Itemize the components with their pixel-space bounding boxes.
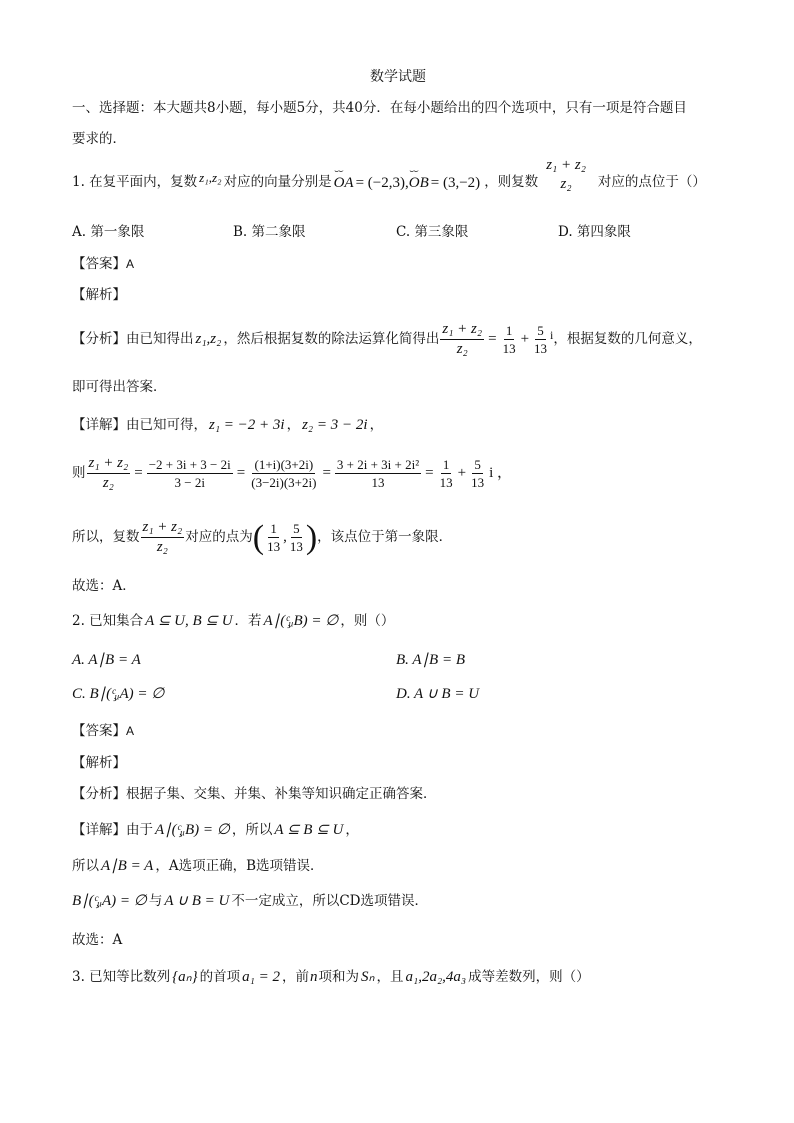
q1-calc-c-num: (1+i)(3+2i) bbox=[254, 457, 314, 472]
q2-line3-math2: A ∪ B = U bbox=[164, 893, 230, 909]
q1-fenxi-f2-num: 5 bbox=[537, 323, 544, 338]
q2-analysis-tag: 【解析】 bbox=[72, 755, 126, 771]
q1-fenxi-line2: 即可得出答案． bbox=[72, 379, 167, 395]
q1-vector-ob-value: = (3,−2) bbox=[430, 174, 481, 191]
q2-detail-math1: A∣(ᶜ̧ᵤB) = ∅ bbox=[155, 822, 230, 838]
q1-calc-e2-num: 5 bbox=[474, 457, 481, 472]
q2-line3-math1: B∣(ᶜ̧ᵤA) = ∅ bbox=[72, 893, 147, 909]
q2-detail-text2: ，所以 bbox=[231, 821, 273, 838]
section-heading-line2: 要求的． bbox=[72, 131, 126, 147]
q3-stem4: 项和为 bbox=[318, 968, 359, 985]
q1-stem-then: ，则复数 bbox=[484, 174, 539, 191]
q1-calc-b bbox=[147, 458, 233, 489]
q3-stem1: 3. 已知等比数列 bbox=[72, 968, 171, 985]
q2-line3-text2: 不一定成立，所以CD选项错误． bbox=[231, 892, 428, 909]
q1-calc-a-den: z₂ bbox=[102, 475, 114, 491]
q3-stem3: ，前 bbox=[282, 968, 309, 985]
q2-detail-math2: A ⊆ B ⊆ U bbox=[274, 822, 344, 838]
q2-line3 bbox=[72, 894, 428, 909]
q2-line2 bbox=[72, 859, 324, 874]
q3-stem bbox=[72, 970, 590, 985]
q3-stem6: 成等差数列，则（） bbox=[468, 968, 590, 985]
q2-detail bbox=[72, 823, 359, 838]
q1-calc-d-den: 13 bbox=[371, 475, 385, 490]
page-title: 数学试题 bbox=[370, 69, 426, 85]
q1-vector-ob: ⌣⌣ OB bbox=[409, 176, 429, 191]
q1-fenxi-text3: ，根据复数的几何意义， bbox=[553, 330, 702, 347]
q2-choose: 故选：A bbox=[72, 932, 123, 948]
q1-calc-e1-num: 1 bbox=[442, 457, 450, 472]
q1-calc-d-num: 3 + 2i + 3i + 2i² bbox=[336, 457, 420, 472]
q1-calc-eq1: = bbox=[134, 465, 143, 481]
q1-calc-e2 bbox=[469, 458, 486, 489]
q2-option-d: D. A ∪ B = U bbox=[396, 686, 480, 702]
q1-fenxi-i: i bbox=[550, 327, 554, 342]
q1-calc-plus: + bbox=[457, 465, 467, 481]
q1-calc-e1 bbox=[438, 458, 455, 489]
q1-calc bbox=[72, 456, 512, 491]
q1-fenxi-plus: + bbox=[520, 331, 530, 347]
q1-calc-e1-den: 13 bbox=[439, 475, 453, 490]
q2-line2-math: A∣B = A bbox=[101, 858, 154, 874]
q2-fenxi-text: 根据子集、交集、并集、补集等知识确定正确答案． bbox=[126, 786, 437, 802]
q1-so-rparen: ) bbox=[305, 518, 318, 556]
q1-so-text2: 对应的点为 bbox=[185, 528, 253, 545]
q1-so-p1-num: 1 bbox=[270, 521, 277, 536]
q2-option-a: A. A∣B = A bbox=[72, 652, 141, 668]
q2-fenxi-tag: 【分析】 bbox=[72, 786, 126, 802]
q1-fenxi-num: z₁ + z₂ bbox=[440, 322, 484, 340]
q2-option-b: B. A∣B = B bbox=[396, 652, 466, 668]
q1-analysis-tag: 【解析】 bbox=[72, 287, 126, 303]
q1-calc-then: 则 bbox=[72, 464, 86, 481]
q1-fenxi-den: z₂ bbox=[456, 341, 468, 357]
q1-calc-end: i ， bbox=[489, 465, 512, 481]
q1-calc-eq2: = bbox=[236, 465, 246, 481]
q1-so-p2 bbox=[288, 522, 305, 553]
q2-stem3: ，则（） bbox=[340, 612, 395, 629]
q1-fraction-num: z₁ + z₂ bbox=[546, 157, 586, 173]
q2-option-c: C. B∣(ᶜ̧ᵤA) = ∅ bbox=[72, 686, 165, 702]
q1-so-frac bbox=[141, 520, 185, 555]
q1-calc-b-den: 3 − 2i bbox=[174, 475, 205, 490]
q1-calc-c-den: (3−2i)(3+2i) bbox=[251, 475, 317, 490]
q1-answer-tag: 【答案】 bbox=[72, 256, 126, 272]
q3-stem2: 的首项 bbox=[199, 968, 241, 985]
q1-so bbox=[72, 520, 452, 555]
q1-fenxi-z: z₁,z₂ bbox=[195, 331, 222, 347]
q1-detail-z2: z₂ = 3 − 2i bbox=[302, 417, 368, 433]
q1-so-comma: , bbox=[283, 529, 287, 545]
q3-sn: Sₙ bbox=[361, 969, 375, 985]
q2-detail-tag: 【详解】 bbox=[72, 821, 126, 838]
q1-so-text1: 所以，复数 bbox=[72, 528, 140, 545]
q3-n: n bbox=[310, 969, 318, 985]
q1-fenxi-fraction bbox=[440, 322, 484, 357]
q1-option-c: C. 第三象限 bbox=[396, 224, 469, 240]
q2-stem-math1: A ⊆ U, B ⊆ U bbox=[145, 613, 233, 629]
q1-calc-b-num: −2 + 3i + 3 − 2i bbox=[148, 457, 231, 472]
q2-line3-text1: 与 bbox=[148, 892, 163, 909]
q1-fenxi-tag: 【分析】 bbox=[72, 330, 126, 347]
q3-stem5: ，且 bbox=[376, 968, 404, 985]
q2-stem-math2: A∣(ᶜ̧ᵤB) = ∅ bbox=[263, 613, 339, 629]
q1-so-p2-den: 13 bbox=[289, 539, 303, 554]
q1-z12: z₁,z₂ bbox=[199, 169, 222, 185]
q1-detail-sep: ， bbox=[286, 416, 301, 433]
q1-fenxi-text1: 由已知得出 bbox=[126, 330, 194, 347]
q3-terms: a₁,2a₂,4a₃ bbox=[405, 969, 467, 985]
q1-choose: 故选：A． bbox=[72, 578, 136, 594]
q3-seq: {aₙ} bbox=[172, 969, 198, 985]
q1-detail-z1: z₁ = −2 + 3i bbox=[209, 417, 285, 433]
q2-answer-value: A bbox=[126, 724, 135, 738]
q1-detail-text: 由已知可得， bbox=[126, 416, 207, 433]
q1-fraction-den: z₂ bbox=[560, 176, 572, 192]
q1-vector-oa-value: = (−2,3), bbox=[355, 174, 409, 191]
q1-detail-tag: 【详解】 bbox=[72, 416, 126, 433]
q1-fenxi bbox=[72, 322, 702, 357]
q1-stem bbox=[72, 157, 706, 200]
q1-fraction bbox=[544, 158, 588, 192]
q1-fenxi-f1-den: 13 bbox=[502, 341, 516, 356]
q1-so-p2-num: 5 bbox=[293, 521, 300, 536]
q1-answer bbox=[72, 258, 134, 272]
q1-so-num: z₁ + z₂ bbox=[141, 520, 185, 538]
q1-fenxi-eq: = bbox=[488, 331, 497, 347]
q1-calc-c bbox=[249, 458, 318, 489]
q2-stem bbox=[72, 614, 394, 629]
q1-answer-value: A bbox=[126, 257, 135, 271]
section-heading-line1: 一、选择题：本大题共8小题，每小题5分，共40分．在每小题给出的四个选项中，只有一项是符合题目 bbox=[72, 100, 687, 116]
q2-detail-text3: ， bbox=[345, 821, 359, 838]
q1-so-lparen: ( bbox=[252, 518, 265, 556]
q1-fenxi-f1 bbox=[501, 324, 518, 355]
q1-so-p1-den: 13 bbox=[267, 539, 281, 554]
q1-option-a: A. 第一象限 bbox=[72, 224, 145, 240]
q1-so-text3: ，该点位于第一象限． bbox=[317, 528, 453, 545]
q2-stem2: ．若 bbox=[234, 612, 262, 629]
q1-stem-num: 1. 在复平面内，复数 bbox=[72, 174, 198, 191]
q1-fenxi-text2: ，然后根据复数的除法运算化简得出 bbox=[223, 330, 440, 347]
q3-a1: a₁ = 2 bbox=[242, 969, 280, 985]
q1-calc-a bbox=[87, 456, 131, 491]
q1-option-b: B. 第二象限 bbox=[233, 224, 306, 240]
q1-detail bbox=[72, 418, 383, 433]
q1-calc-eq4: = bbox=[425, 465, 434, 481]
q2-line2-text1: 所以 bbox=[72, 857, 99, 874]
q1-vector-oa: ⌣⌣ OA bbox=[334, 176, 354, 191]
q1-fenxi-f1-num: 1 bbox=[505, 323, 513, 338]
q1-calc-eq3: = bbox=[322, 465, 331, 481]
q2-answer-tag: 【答案】 bbox=[72, 723, 126, 739]
q1-stem-tail: 对应的点位于（） bbox=[597, 174, 706, 191]
q2-detail-text1: 由于 bbox=[126, 821, 153, 838]
q1-option-d: D. 第四象限 bbox=[558, 224, 631, 240]
q1-calc-d bbox=[335, 458, 421, 489]
q2-stem1: 2. 已知集合 bbox=[72, 612, 144, 629]
q1-stem-mid: 对应的向量分别是 bbox=[223, 174, 332, 191]
q2-line2-text2: ，A选项正确，B选项错误． bbox=[155, 857, 324, 874]
q2-answer bbox=[72, 725, 134, 739]
q1-calc-e2-den: 13 bbox=[471, 475, 485, 490]
q1-fenxi-f2 bbox=[532, 324, 549, 355]
q2-fenxi bbox=[72, 788, 437, 802]
q1-detail-end: ， bbox=[369, 416, 384, 433]
q1-fenxi-f2-den: 13 bbox=[534, 341, 548, 356]
q1-so-den: z₂ bbox=[156, 539, 168, 555]
q1-so-p1 bbox=[265, 522, 282, 553]
q1-calc-a-num: z₁ + z₂ bbox=[87, 456, 131, 474]
